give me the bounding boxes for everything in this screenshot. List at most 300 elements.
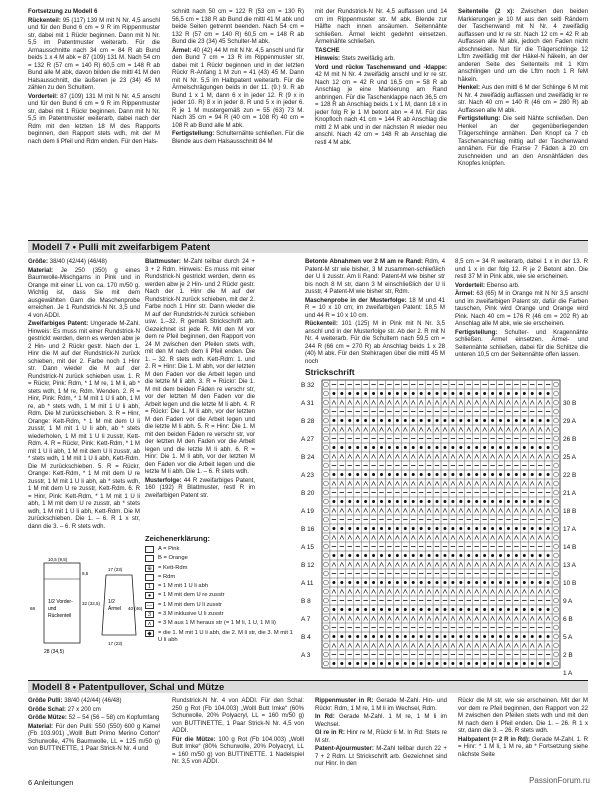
knit-together-mark bbox=[539, 581, 542, 584]
paragraph-text: 8,5 cm = 34 R weiterarb, dabei 1 x in der 13. R und 1 x in der folg 12. R je 2 Betont abn. Die restl 37 M in Pink abk, wie sie erscheinen. bbox=[455, 258, 588, 280]
legend-symbol: ◆ bbox=[145, 630, 154, 637]
knit-together-mark bbox=[420, 581, 423, 584]
knit-together-mark bbox=[420, 446, 423, 449]
knit-together-mark bbox=[396, 419, 399, 422]
row-label-right: 29 A bbox=[563, 418, 577, 426]
knit-together-mark bbox=[451, 500, 454, 503]
paragraph bbox=[315, 745, 447, 768]
knit-together-mark bbox=[547, 581, 550, 584]
paragraph bbox=[455, 290, 588, 328]
knit-together-mark bbox=[412, 608, 415, 611]
knit-together-mark bbox=[523, 608, 526, 611]
knit-together-mark bbox=[436, 392, 439, 395]
knit-together-mark bbox=[436, 581, 439, 584]
knit-together-mark bbox=[356, 608, 359, 611]
knit-together-mark bbox=[332, 473, 335, 476]
knit-together-mark bbox=[475, 392, 478, 395]
row-label-right: 25 A bbox=[563, 454, 577, 462]
paragraph-text: Aus den mittl 6 M der Schlinge 6 M mit N Nr. 4 zweifädig auffassen und zweifädig kr re str. Nach 40 cm = 140 R (46 cm = 280 R) ab Auffassen alle M abk. bbox=[458, 84, 588, 114]
knit-together-mark bbox=[356, 473, 359, 476]
knit-together-mark bbox=[531, 473, 534, 476]
knit-together-mark bbox=[523, 473, 526, 476]
knit-together-mark bbox=[412, 662, 415, 665]
knit-together-mark bbox=[483, 554, 486, 557]
row-label-right: 13 A bbox=[563, 562, 577, 570]
knit-together-mark bbox=[491, 581, 494, 584]
knit-together-mark bbox=[467, 473, 470, 476]
knit-together-mark bbox=[340, 392, 343, 395]
knit-together-mark bbox=[420, 635, 423, 638]
paragraph-heading: Größe Mütze: bbox=[28, 714, 67, 721]
knit-together-mark bbox=[348, 419, 351, 422]
legend-item bbox=[145, 630, 295, 644]
legend-item bbox=[145, 555, 295, 562]
knit-together-mark bbox=[348, 527, 351, 530]
knit-together-mark bbox=[523, 446, 526, 449]
m8-column-1 bbox=[28, 697, 160, 769]
knit-together-mark bbox=[396, 581, 399, 584]
m6-column-2 bbox=[172, 8, 304, 246]
knit-together-mark bbox=[491, 635, 494, 638]
row-label-left: B 8 bbox=[301, 598, 311, 606]
knit-together-mark bbox=[332, 662, 335, 665]
knit-together-mark bbox=[372, 662, 375, 665]
knit-together-mark bbox=[380, 527, 383, 530]
knit-together-mark bbox=[420, 419, 423, 422]
knit-together-mark bbox=[443, 446, 446, 449]
knit-together-mark bbox=[356, 662, 359, 665]
knit-together-mark bbox=[380, 500, 383, 503]
knit-together-mark bbox=[372, 500, 375, 503]
paragraph-heading: Größe Pulli: bbox=[28, 697, 63, 704]
knit-together-mark bbox=[380, 473, 383, 476]
paragraph-text: Zwischen den beiden Markierungen je 10 M aus den seitl Rändern der Taschenwand mit N Nr. 4 zweifädig auffassen und kr re str. Nach 12 cm = 42 R ab Auffassen alle M abk, jedoch den Faden nicht abschneiden. Nun für die Trägerschlinge 12 Lftm zweifädig mit der Häkel-N häkeln, an der anderen Seite des Seitenteils mit 1 Ktm anschlingen und um die Lftm noch 1 R feM häkeln. bbox=[458, 8, 588, 83]
knit-together-mark bbox=[356, 635, 359, 638]
paragraph bbox=[172, 8, 304, 46]
knit-together-mark bbox=[388, 446, 391, 449]
knit-together-mark bbox=[388, 662, 391, 665]
knit-together-mark bbox=[380, 554, 383, 557]
knit-together-mark bbox=[412, 581, 415, 584]
knit-together-mark bbox=[332, 500, 335, 503]
knit-together-mark bbox=[436, 473, 439, 476]
knit-together-mark bbox=[340, 473, 343, 476]
knit-together-mark bbox=[523, 419, 526, 422]
paragraph-heading: Betonte Abnahmen vor 2 M am re Rand: bbox=[305, 258, 423, 265]
paragraph-text: Die seitl Nähte schließen. Den Henkel an der gegenüberliegenden Trägerschlinge annähen. Den Knopf ca 7 cb Taschenanschlag mittig auf der Taschenwand annähen. Für die Fransе 7 Fäden à 20 cm zuschneiden und an den Ansnähfäden des Knopfes knüpfen. bbox=[458, 115, 588, 167]
knit-together-mark bbox=[412, 500, 415, 503]
knit-together-mark bbox=[356, 527, 359, 530]
knit-together-mark bbox=[443, 554, 446, 557]
knit-together-mark bbox=[356, 419, 359, 422]
paragraph bbox=[28, 8, 160, 16]
svg-text:17 (23): 17 (23) bbox=[108, 641, 123, 646]
knit-together-mark bbox=[372, 635, 375, 638]
paragraph-text: Hinr re M, Rückr li M. In Rd: Stets re M str. bbox=[315, 729, 447, 744]
model-7-heading: Modell 7 • Pulli mit zweifarbigem Patent bbox=[28, 240, 588, 253]
legend-item bbox=[145, 546, 295, 553]
knit-together-mark bbox=[547, 419, 550, 422]
m8-column-3 bbox=[315, 697, 447, 769]
knit-together-mark bbox=[451, 581, 454, 584]
paragraph-heading: Vorderteil: bbox=[455, 281, 486, 289]
knit-together-mark bbox=[436, 419, 439, 422]
paragraph bbox=[172, 130, 304, 145]
knit-together-mark bbox=[420, 392, 423, 395]
row-label-left: A 11 bbox=[301, 580, 314, 588]
knit-together-mark bbox=[436, 500, 439, 503]
knit-together-mark bbox=[467, 635, 470, 638]
knit-together-mark bbox=[340, 581, 343, 584]
knit-together-mark bbox=[372, 527, 375, 530]
page-footer: 6 Anleitungen bbox=[28, 778, 74, 787]
knit-together-mark bbox=[499, 581, 502, 584]
paragraph-text: Je 250 (350) g eines Baumwolle-Mischgarns in Pink und in Orange mit einer LL von ca. 170 m/50 g. Wichtig ist, dass Sie mit dem ausgewählten Garn die Maschenprobe erreichen. Je 1 Rundstrick-N Nr. 3,5 und 4 von ADDI. bbox=[28, 266, 140, 319]
row-label-left: A 7 bbox=[301, 616, 311, 624]
knit-together-mark bbox=[443, 473, 446, 476]
knit-together-mark bbox=[348, 635, 351, 638]
row-label-left: A 19 bbox=[301, 508, 315, 516]
row-label-right: 18 B bbox=[563, 508, 577, 516]
knit-together-mark bbox=[499, 500, 502, 503]
paragraph-heading: Hinweis: bbox=[315, 55, 341, 62]
row-label-left: B 16 bbox=[301, 526, 315, 534]
knit-together-mark bbox=[483, 500, 486, 503]
paragraph-text: 52 – 54 (56 – 58) cm Kopfumfang bbox=[66, 714, 160, 721]
chart-title: Strickschrift bbox=[305, 367, 355, 377]
svg-text:68: 68 bbox=[30, 606, 36, 611]
knit-together-mark bbox=[451, 419, 454, 422]
knit-together-mark bbox=[475, 419, 478, 422]
svg-text:Ärmel: Ärmel bbox=[108, 606, 122, 612]
paragraph-text: M-Zahl teilbar durch 22 + 7 + 2 Rdm. Lt Strickschrift arb. Gezeichnet sind nur Hinr. In den bbox=[315, 745, 447, 767]
knit-together-mark bbox=[364, 446, 367, 449]
knit-together-mark bbox=[340, 608, 343, 611]
paragraph bbox=[455, 329, 588, 359]
knit-together-mark bbox=[348, 554, 351, 557]
knit-together-mark bbox=[404, 473, 407, 476]
row-label-right: 10 B bbox=[563, 580, 577, 588]
legend-item bbox=[145, 602, 295, 609]
paragraph-heading: Seitenteile (2 x): bbox=[458, 8, 515, 15]
m6-column-4 bbox=[458, 8, 588, 246]
paragraph-text: 27 x 200 cm bbox=[65, 705, 101, 713]
knit-together-mark bbox=[507, 608, 510, 611]
knit-together-mark bbox=[396, 635, 399, 638]
knit-together-mark bbox=[483, 419, 486, 422]
paragraph-heading: Rippenmuster in R: bbox=[315, 697, 374, 704]
legend-item bbox=[145, 620, 295, 627]
knit-together-mark bbox=[380, 608, 383, 611]
knit-together-mark bbox=[483, 608, 486, 611]
knit-together-mark bbox=[443, 527, 446, 530]
paragraph-heading: Maschenprobe in der Musterfolge: bbox=[305, 296, 407, 304]
knit-together-mark bbox=[364, 662, 367, 665]
m7-column-2 bbox=[145, 258, 255, 530]
knit-together-mark bbox=[547, 554, 550, 557]
legend-symbol: 1 bbox=[145, 583, 154, 590]
knit-together-mark bbox=[539, 419, 542, 422]
paragraph bbox=[455, 258, 588, 281]
knit-together-mark bbox=[412, 392, 415, 395]
knit-together-mark bbox=[515, 446, 518, 449]
knit-together-mark bbox=[420, 608, 423, 611]
knit-together-mark bbox=[372, 473, 375, 476]
knit-together-mark bbox=[467, 527, 470, 530]
knit-together-mark bbox=[499, 608, 502, 611]
knit-together-mark bbox=[332, 554, 335, 557]
knit-together-mark bbox=[396, 662, 399, 665]
knit-together-mark bbox=[467, 581, 470, 584]
knit-together-mark bbox=[467, 662, 470, 665]
paragraph-heading: Rückenteil: bbox=[28, 16, 61, 24]
knit-together-mark bbox=[396, 608, 399, 611]
knit-together-mark bbox=[364, 419, 367, 422]
knit-together-mark bbox=[515, 500, 518, 503]
knit-together-mark bbox=[443, 662, 446, 665]
paragraph-text: mit der Rundstrick-N Nr. 4,5 auffassen und 14 cm im Rippenmuster str. M abk. Blende zur Hälfte nach innen ansäumen. Seitennähte schließen. Ärmel leicht gedehnt einsetzen. Ärmelnähte schließen. bbox=[315, 8, 447, 45]
paragraph-heading: Gl re in R: bbox=[315, 729, 345, 736]
knit-together-mark bbox=[380, 662, 383, 665]
knit-together-mark bbox=[467, 392, 470, 395]
knit-together-mark bbox=[404, 581, 407, 584]
knit-together-mark bbox=[459, 662, 462, 665]
row-label-left: A 31 bbox=[301, 400, 315, 408]
legend-item bbox=[145, 565, 295, 572]
knit-together-mark bbox=[340, 446, 343, 449]
knit-together-mark bbox=[531, 554, 534, 557]
paragraph-text: 87 (109) 131 M mit N Nr. 4,5 anschl und für den Bund 6 cm = 9 R im Rippenmuster str, dabei mit 1 Rückr beginnen. Dann mit N Nr. 5,5 im Patentmuster weiterarb, dabei nach der Rdm mit den letzten 18 M des Rapports beginnen, den Rapport stets wdh, mit der M nach dem li Pfeil und Rdm enden. Für den Hals- bbox=[28, 92, 160, 145]
paragraph-text: Rundstrick-N Nr. 4 von ADDI. Für den Schal: 250 g Rot (Fb 104.003) „Wolll Butt Imke“ (60% Schurwolle, 20% Polyacryl, LL = 160 m/50 g) von BUTTINETTE, 1 Paar Strick-N Nr. 4,5 von ADDI. bbox=[172, 697, 304, 734]
knit-together-mark bbox=[364, 608, 367, 611]
knit-together-mark bbox=[499, 446, 502, 449]
legend-symbol: ⊕ bbox=[145, 565, 154, 572]
paragraph-text: 18 M und 41 R = 10 x 10 cm; im zweifarbigen Patent: 18,5 M und 44 R = 10 x 10 cm. bbox=[305, 296, 445, 319]
knit-together-mark bbox=[372, 608, 375, 611]
knit-together-mark bbox=[372, 419, 375, 422]
row-label-left: A 23 bbox=[301, 472, 315, 480]
m8-column-4 bbox=[458, 697, 588, 769]
model-8-heading: Modell 8 • Patentpullover, Schal und Mütze bbox=[28, 680, 588, 693]
knit-together-mark bbox=[372, 446, 375, 449]
paragraph-text: Schulternähte schließen. Für die Blende aus dem Halsausschnitt 84 M bbox=[172, 130, 304, 145]
legend-symbol bbox=[145, 555, 154, 562]
knit-together-mark bbox=[483, 581, 486, 584]
knit-together-mark bbox=[547, 527, 550, 530]
knit-together-mark bbox=[348, 581, 351, 584]
knit-together-mark bbox=[404, 554, 407, 557]
knit-together-mark bbox=[507, 581, 510, 584]
knit-together-mark bbox=[396, 527, 399, 530]
paragraph bbox=[145, 477, 255, 500]
paragraph bbox=[315, 55, 447, 63]
legend-text: = 1 M mit dem U re zusstr bbox=[158, 592, 225, 599]
paragraph-text: schnitt nach 50 cm = 122 R (53 cm = 130 R) 56,5 cm = 138 R ab Bund die mittl 41 M abk und beide Seiten getrennt beenden. Nach 54 cm = 132 R (57 cm = 140 R) 60,5 cm = 148 R ab Bund die 23 (34) 45 Schulter-M abk. bbox=[172, 8, 304, 45]
knit-together-mark bbox=[428, 635, 431, 638]
knit-together-mark bbox=[428, 554, 431, 557]
knit-together-mark bbox=[515, 581, 518, 584]
paragraph bbox=[458, 736, 588, 759]
knit-together-mark bbox=[467, 554, 470, 557]
knit-together-mark bbox=[443, 500, 446, 503]
knit-together-mark bbox=[332, 392, 335, 395]
knit-together-mark bbox=[340, 662, 343, 665]
paragraph-heading: Material: bbox=[28, 266, 54, 274]
legend-item bbox=[145, 574, 295, 581]
legend-title: Zeichenerklärung: bbox=[145, 534, 211, 543]
legend-symbol: ∧ bbox=[145, 620, 154, 627]
knit-together-mark bbox=[356, 581, 359, 584]
knit-together-mark bbox=[436, 608, 439, 611]
knit-together-mark bbox=[507, 527, 510, 530]
knit-together-mark bbox=[515, 392, 518, 395]
knit-together-mark bbox=[467, 500, 470, 503]
knit-together-mark bbox=[491, 662, 494, 665]
knit-together-mark bbox=[491, 554, 494, 557]
paragraph bbox=[458, 115, 588, 168]
knit-together-mark bbox=[459, 581, 462, 584]
paragraph-heading: Halbpatent (= 2 R in Rd): bbox=[458, 735, 530, 743]
svg-text:40 (46): 40 (46) bbox=[128, 606, 143, 611]
knit-together-mark bbox=[531, 500, 534, 503]
watermark: PassionForum.ru bbox=[529, 776, 590, 785]
paragraph-heading: Größe Schal: bbox=[28, 705, 66, 713]
paragraph-heading: Patent-Ajourmuster: bbox=[315, 745, 374, 752]
legend-text: = Rdm bbox=[158, 573, 176, 580]
paragraph-heading: Fertigstellung: bbox=[455, 328, 498, 336]
knit-together-mark bbox=[404, 608, 407, 611]
knit-together-mark bbox=[499, 473, 502, 476]
paragraph bbox=[145, 258, 255, 476]
knit-together-mark bbox=[547, 608, 550, 611]
paragraph-heading: Zweifarbiges Patent: bbox=[28, 320, 89, 327]
knit-together-mark bbox=[547, 500, 550, 503]
knit-together-mark bbox=[332, 635, 335, 638]
knit-together-mark bbox=[547, 662, 550, 665]
legend-item bbox=[145, 592, 295, 599]
knit-together-mark bbox=[499, 419, 502, 422]
knit-together-mark bbox=[428, 608, 431, 611]
m6-column-3 bbox=[315, 8, 447, 246]
paragraph bbox=[458, 697, 588, 735]
paragraph-heading: Rückenteil: bbox=[305, 320, 338, 327]
paragraph bbox=[315, 713, 447, 728]
knit-together-mark bbox=[428, 392, 431, 395]
knit-together-mark bbox=[531, 392, 534, 395]
knit-together-mark bbox=[539, 662, 542, 665]
knit-together-mark bbox=[348, 473, 351, 476]
knit-together-mark bbox=[523, 635, 526, 638]
paragraph-text: M-Zahl teilbar durch 24 + 3 + 2 Rdm. Hinweis: Es muss mit einer Rundstrick-N gestrickt werden, denn es werden abw je 2 Hin- und 2 Rückr gestr. Nach der 1. Hinr die M auf der Rundstrick-N zurück schieben, mit der 2. Farbe noch 1 Hinr str. Dann wieder die M auf der Rundstrick-N zurück schieben usw. 1.–32. R gemäß Strickschrift arb. Gezeichnet ist jede R. Mit den M vor dem re Pfeil beginnen, den Rapport von 24 M zwischen den Pfeilen stets wdh, mit den M nach dem li Pfeil enden. Die 1. – 32. R stets wdh. Kett-Rdm: 1. und 2. R = Hinr: Die 1. M abh, vor der letzten M den Faden vor die Arbeit legen und die letzte M li abh. 3. R = Rückr: Die 1. M mit dem beiden Fäden re verschr str, vor der letzten M den Faden vor die Arbeit legen und die letzte M li abh. 4. R = Rückr: Die 1. M li abh, vor der letzten M den Faden vor die Arbeit legen und die letzte M li abh. 5. R = Hinr: Die 1. M mit den beiden Fäden re verschr str, vor der letzten M den Faden vor die Arbeit legen und die letzte M li abh. 6. R = Hinr: Die 1. M li abh, vor der letzten M den Faden vor die Arbeit legen und die letzte M li abh. Die 1. – 6. R stets wdh. bbox=[145, 258, 255, 475]
knit-together-mark bbox=[491, 608, 494, 611]
paragraph bbox=[458, 8, 588, 83]
row-label-right: 5 A bbox=[563, 634, 573, 642]
knit-together-mark bbox=[523, 554, 526, 557]
paragraph-text: Gerade M-Zahl. 1 M re, 1 M li im Wechsel. bbox=[315, 713, 447, 728]
knit-together-mark bbox=[507, 554, 510, 557]
knit-together-mark bbox=[515, 527, 518, 530]
knit-together-mark bbox=[348, 446, 351, 449]
knit-together-mark bbox=[428, 500, 431, 503]
legend-text: = Kett-Rdm bbox=[158, 564, 188, 571]
paragraph-text: Ebenso arb. bbox=[485, 281, 520, 289]
knit-together-mark bbox=[539, 635, 542, 638]
legend-text: A = Pink bbox=[158, 546, 180, 552]
knit-together-mark bbox=[531, 419, 534, 422]
row-label-right: 26 B bbox=[563, 436, 577, 444]
row-label-left: B 4 bbox=[301, 634, 311, 642]
knit-together-mark bbox=[332, 608, 335, 611]
knit-together-mark bbox=[523, 662, 526, 665]
legend-symbol bbox=[145, 574, 154, 581]
paragraph-heading: Fertigstellung: bbox=[458, 115, 501, 122]
knit-together-mark bbox=[388, 527, 391, 530]
knit-together-mark bbox=[436, 446, 439, 449]
knit-together-mark bbox=[499, 635, 502, 638]
knit-together-mark bbox=[475, 662, 478, 665]
row-label-right: 21 A bbox=[563, 490, 577, 498]
knit-together-mark bbox=[372, 554, 375, 557]
paragraph-heading: Blattmuster: bbox=[145, 258, 181, 265]
knit-together-mark bbox=[539, 473, 542, 476]
knit-together-mark bbox=[475, 635, 478, 638]
size-diagram bbox=[28, 555, 143, 670]
knit-together-mark bbox=[332, 446, 335, 449]
knit-together-mark bbox=[388, 392, 391, 395]
paragraph-text: Gerade M-Zahl. Hin- und Rückr: Rdm, 1 M re, 1 M li im Wechsel, Rdm. bbox=[315, 697, 447, 712]
paragraph-text: 38/40 (42/44) (46/48) bbox=[62, 697, 122, 704]
knit-together-mark bbox=[356, 554, 359, 557]
knit-together-mark bbox=[459, 473, 462, 476]
legend-item bbox=[145, 611, 295, 618]
row-label-right: 1 A bbox=[563, 670, 573, 678]
knit-together-mark bbox=[483, 392, 486, 395]
knit-together-mark bbox=[475, 608, 478, 611]
m7-column-1 bbox=[28, 258, 140, 603]
knit-together-mark bbox=[420, 554, 423, 557]
paragraph-heading: Fertigstellung: bbox=[172, 130, 215, 137]
paragraph-text: Rdm, 4 Patent-M str wie bisher, 3 M zusammen-schließlich der U li zusstr. Am li Rand: Patent-M wie bisher str bis noch 8 M str, dann 3 M einschließlich der U li zusstr, 4 Patent-M wie bisher str, Rdm. bbox=[305, 258, 445, 295]
svg-text:17 (23): 17 (23) bbox=[108, 567, 123, 572]
knit-together-mark bbox=[539, 608, 542, 611]
legend-symbol bbox=[145, 546, 154, 553]
m6-column-1 bbox=[28, 8, 160, 246]
knit-together-mark bbox=[539, 527, 542, 530]
knit-together-mark bbox=[499, 392, 502, 395]
row-label-right: 22 B bbox=[563, 472, 577, 480]
knit-together-mark bbox=[523, 500, 526, 503]
legend-symbol: ● bbox=[145, 592, 154, 599]
paragraph bbox=[315, 47, 447, 55]
knit-together-mark bbox=[348, 500, 351, 503]
paragraph bbox=[305, 320, 445, 365]
m7-column-3 bbox=[305, 258, 445, 366]
knit-together-mark bbox=[451, 527, 454, 530]
knit-together-mark bbox=[491, 473, 494, 476]
knit-together-mark bbox=[499, 662, 502, 665]
knit-together-mark bbox=[491, 500, 494, 503]
paragraph bbox=[172, 47, 304, 130]
svg-text:32 (32,5): 32 (32,5) bbox=[82, 601, 101, 606]
knit-together-mark bbox=[372, 392, 375, 395]
paragraph-heading: TASCHE bbox=[315, 46, 340, 54]
knit-together-mark bbox=[404, 527, 407, 530]
knit-together-mark bbox=[404, 419, 407, 422]
knit-together-mark bbox=[547, 473, 550, 476]
paragraph-text: 95 (117) 139 M mit N Nr. 4,5 anschl und für den Bund 6 cm = 9 R im Rippenmuster str, dabei mit 1 Rückr beginnen. Dann mit N Nr. 5,5 im Patentmuster weiterarb. Für die Armausschnitte nach 34 cm = 84 R ab Bund beids 1 x 4 M abk = 87 (109) 131 M. Nach 54 cm = 132 R (57 cm = 140 R) 60,5 cm = 148 R ab Bund alle M abk, davon bilden die mittl 41 M den Halsausschnitt, die äußeren je 23 (34) 45 M zählen zu den Schultern. bbox=[28, 16, 160, 91]
knit-together-mark bbox=[515, 635, 518, 638]
knit-together-mark bbox=[436, 662, 439, 665]
